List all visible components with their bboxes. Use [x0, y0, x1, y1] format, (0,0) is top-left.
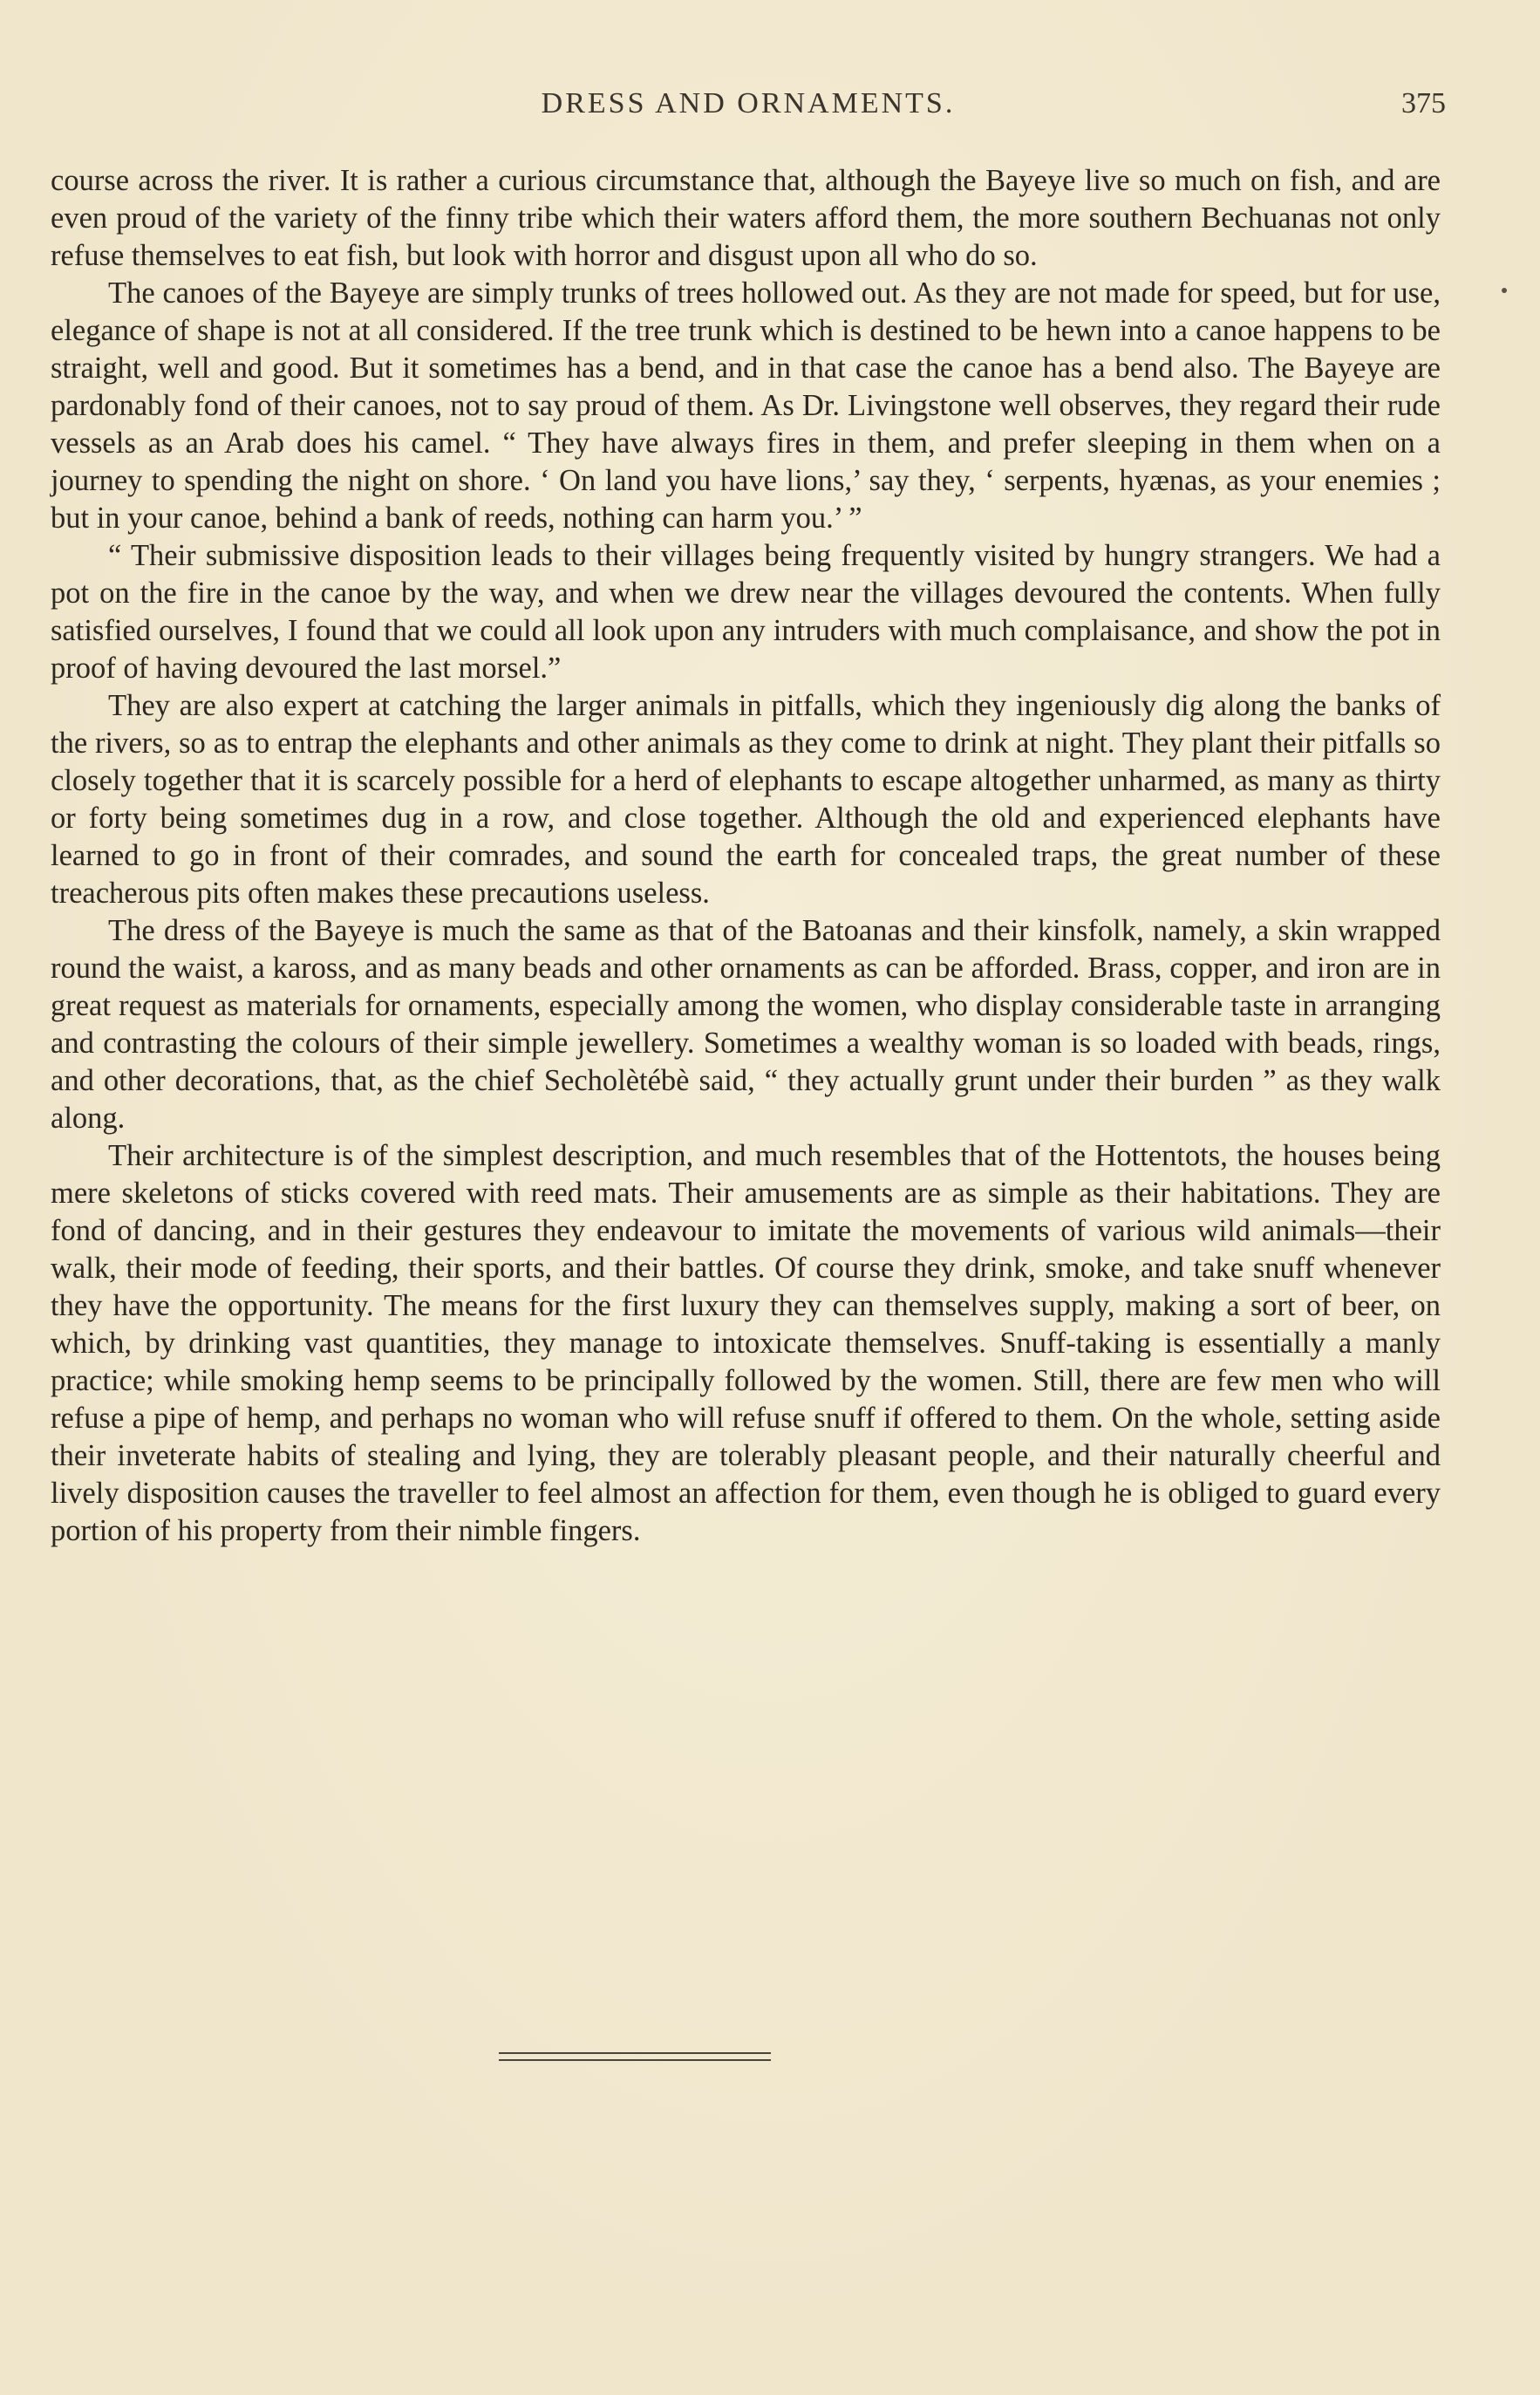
paragraph: Their architecture is of the simplest description, and much resembles that of the Hottentots, the houses being mere skeletons of sticks covered with reed mats. Their amusements are as simple as their habitations. They are fond of dancing, and in their gestures they endeavour to imitate the movements of various wild animals—their walk, their mode of feeding, their sports, and their battles. Of course they drink, smoke, and take snuff whenever they have the opportunity. The means for the first luxury they can themselves supply, making a sort of beer, on which, by drinking vast quantities, they manage to intoxicate themselves. Snuff-taking is essentially a manly practice; while smoking hemp seems to be principally followed by the women. Still, there are few men who will refuse a pipe of hemp, and perhaps no woman who will refuse snuff if offered to them. On the whole, setting aside their inveterate habits of stealing and lying, they are tolerably pleasant people, and their naturally cheerful and lively disposition causes the traveller to feel almost an affection for them, even though he is obliged to guard every portion of his property from their nimble fingers. [51, 1139, 1441, 1547]
margin-mark [1502, 288, 1507, 293]
paragraph: They are also expert at catching the larger animals in pitfalls, which they ingeniously dig along the banks of the rivers, so as to entrap the elephants and other animals as they come to drink at night. They plant their pitfalls so closely together that it is scarcely possible for a herd of elephants to escape altogether unharmed, as many as thirty or forty being sometimes dug in a row, and close together. Although the old and experienced elephants have learned to go in front of their comrades, and sound the earth for concealed traps, the great number of these treacherous pits often makes these precautions useless. [51, 689, 1441, 910]
paragraph: The canoes of the Bayeye are simply trunks of trees hollowed out. As they are not made for speed, but for use, elegance of shape is not at all considered. If the tree trunk which is destined to be hewn into a canoe happens to be straight, well and good. But it sometimes has a bend, and in that case the canoe has a bend also. The Bayeye are pardonably fond of their canoes, not to say proud of them. As Dr. Livingstone well observes, they regard their rude vessels as an Arab does his camel. “ They have always fires in them, and prefer sleeping in them when on a journey to spending the night on shore. ‘ On land you have lions,’ say they, ‘ serpents, hyænas, as your enemies ; but in your canoe, behind a bank of reeds, nothing can harm you.’ ” [51, 276, 1441, 535]
chapter-end-rule [499, 2052, 771, 2061]
running-head: DRESS AND ORNAMENTS. [541, 87, 956, 119]
body-text [51, 162, 1441, 1550]
paragraph: The dress of the Bayeye is much the same as that of the Batoanas and their kinsfolk, namely, a skin wrapped round the waist, a kaross, and as many beads and other ornaments as can be afforded. Brass, copper, and iron are in great request as materials for ornaments, especially among the women, who display considerable taste in arranging and contrasting the colours of their simple jewellery. Sometimes a wealthy woman is so loaded with beads, rings, and other decorations, that, as the chief Secholètébè said, “ they actually grunt under their burden ” as they walk along. [51, 914, 1441, 1135]
page-number: 375 [1401, 87, 1446, 119]
page-header [51, 87, 1446, 131]
paragraph: course across the river. It is rather a curious circumstance that, although the Bayeye live so much on fish, and are even proud of the variety of the finny tribe which their waters afford them, the more southern Bechuanas not only refuse themselves to eat fish, but look with horror and disgust upon all who do so. [51, 164, 1441, 272]
paragraph: “ Their submissive disposition leads to their villages being frequently visited by hungry strangers. We had a pot on the fire in the canoe by the way, and when we drew near the villages devoured the contents. When fully satisfied ourselves, I found that we could all look upon any intruders with much complaisance, and show the pot in proof of having devoured the last morsel.” [51, 539, 1441, 685]
